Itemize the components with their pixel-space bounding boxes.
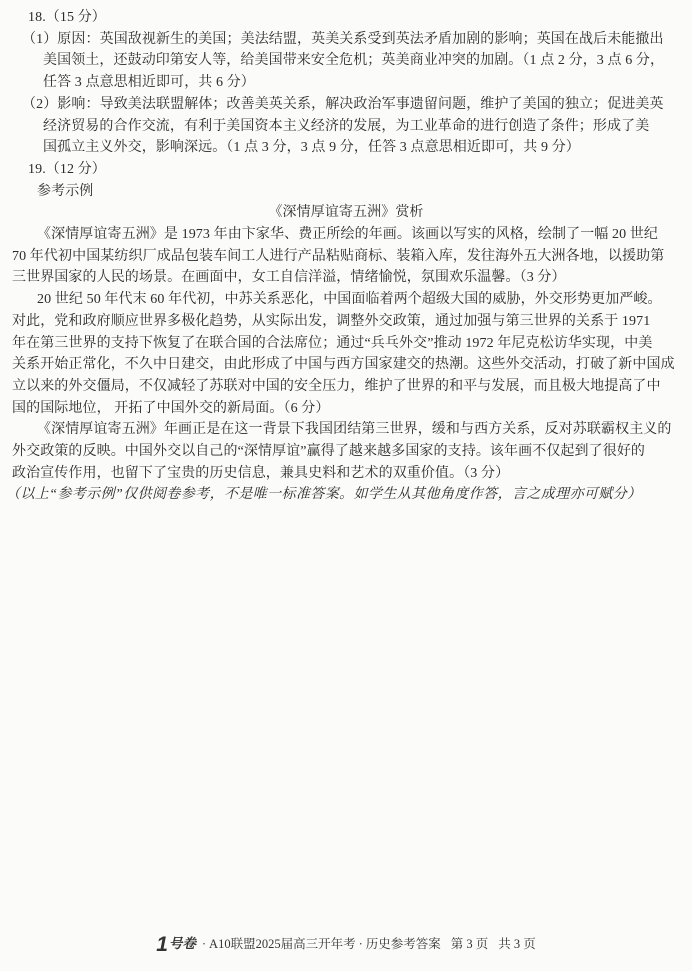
- q19-para3-line: 政治宣传作用，也留下了宝贵的历史信息，兼具史料和艺术的双重价值。（3 分）: [12, 465, 510, 481]
- footer-exam-name: A10联盟2025届高三开年考: [209, 937, 356, 951]
- q19-para1-line: 《深情厚谊寄五洲》是 1973 年由卞家华、费正所绘的年画。该画以写实的风格，绘制了一幅 20 世纪: [37, 227, 658, 243]
- q18-heading: 18.（15 分）: [28, 10, 106, 25]
- exam-brand-logo: 1: [156, 933, 168, 956]
- q19-para2-line: 年在第三世界的支持下恢复了在联合国的合法席位；通过“兵乓外交”推动 1972 年尼克松访华实现，中美: [12, 335, 653, 351]
- q19-para2-line: 国的国际地位， 开拓了中国外交的新局面。（6 分）: [12, 400, 330, 416]
- footer-separator: ·: [201, 937, 207, 951]
- q19-para3-line: 外交政策的反映。中国外交以自己的“深情厚谊”赢得了越来越多国家的支持。该年画不仅起到了很好的: [12, 444, 646, 460]
- q18-item1-line: 任答 3 点意思相近即可，共 6 分）: [43, 75, 255, 91]
- q18-item2-line: （2）影响：导致美法联盟解体；改善美英关系，解决政治军事遗留问题，维护了美国的独立；促进美英: [22, 96, 664, 112]
- q19-para2-line: 对此，党和政府顺应世界多极化趋势，从实际出发，调整外交政策，通过加强与第三世界的关系于 1971: [12, 313, 651, 329]
- exam-brand-logo-suffix: 号卷: [168, 936, 196, 951]
- q19-para2-line: 20 世纪 50 年代末 60 年代初，中苏关系恶化，中国面临着两个超级大国的威胁，外交形势更加严峻。: [37, 292, 662, 308]
- grading-note: （以上“参考示例”仅供阅卷参考，不是唯一标准答案。如学生从其他角度作答，言之成理亦可赋分）: [6, 487, 642, 503]
- q19-para2-line: 立以来的外交僵局，不仅减轻了苏联对中国的安全压力，维护了世界的和平与发展，而且极大地提高了中: [12, 378, 661, 394]
- q18-item1-line: 美国领土，还鼓动印第安人等，给美国带来安全危机；英美商业冲突的加剧。（1 点 2 分，3 点 6 分，: [43, 53, 665, 69]
- footer-total-pages: 共 3 页: [498, 937, 536, 951]
- q19-essay-title: 《深情厚谊寄五洲》赏析: [268, 205, 424, 221]
- q19-heading: 19.（12 分）: [28, 161, 106, 177]
- q19-para2-line: 关系开始正常化，不久中日建交，由此形成了中国与西方国家建交的热潮。这些外交活动，打破了新中国成: [12, 357, 675, 373]
- q19-reference-label: 参考示例: [37, 183, 94, 199]
- q18-item1-line: （1）原因：英国敌视新生的美国；美法结盟，英美关系受到英法矛盾加剧的影响；英国在战后未能撤出: [22, 31, 664, 47]
- footer-subject: 历史参考答案: [365, 937, 441, 951]
- page-footer: [0, 932, 692, 957]
- footer-page-number: 第 3 页: [450, 937, 489, 951]
- q19-para1-line: 70 年代初中国某纺织厂成品包装车间工人进行产品粘贴商标、装箱入库，发往海外五大洲各地，以援助第: [12, 248, 665, 264]
- q19-para1-line: 三世界国家的人民的场景。在画面中，女工自信洋溢，情绪愉悦，氛围欢乐温馨。（3 分）: [12, 270, 566, 286]
- q18-item2-line: 经济贸易的合作交流，有利于美国资本主义经济的发展，为工业革命的进行创造了条件；形成了美: [43, 118, 650, 134]
- footer-separator: ·: [358, 937, 363, 951]
- q18-item2-line: 国孤立主义外交，影响深远。（1 点 3 分，3 点 9 分，任答 3 点意思相近即可，共 9 分）: [43, 140, 580, 156]
- q19-para3-line: 《深情厚谊寄五洲》年画正是在这一背景下我国团结第三世界，缓和与西方关系，反对苏联霸权主义的: [37, 422, 672, 438]
